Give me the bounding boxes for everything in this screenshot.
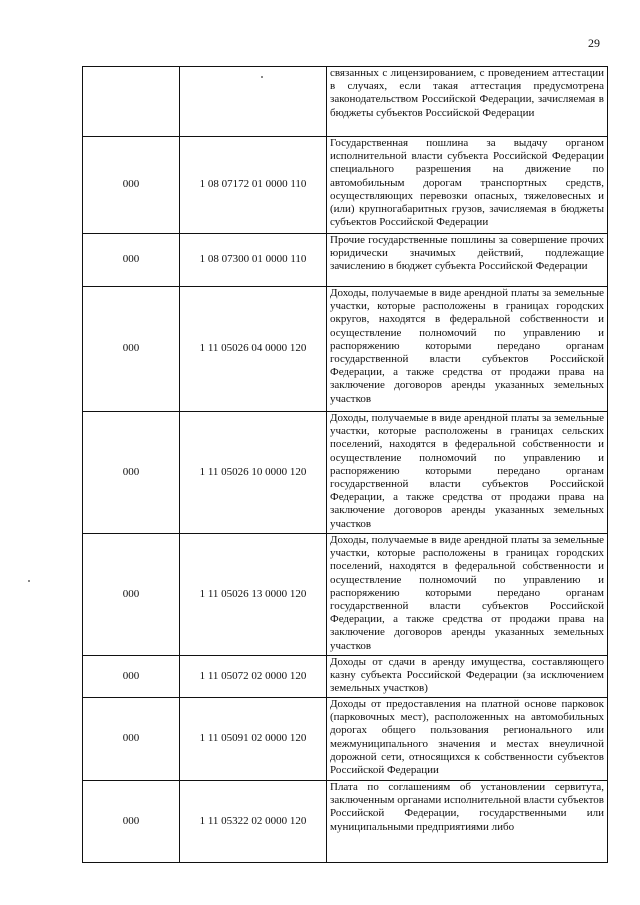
description-cell: Доходы, получаемые в виде арендной платы за земельные участки, которые расположены в границах сельских поселений, находятся в федеральной собственности и осуществление полномочий по управлению и распоряжению которыми передано органам государственной власти субъектов Российской Федерации, а также средства от продажи права на заключение договоров аренды указанных земельных участков [327, 412, 608, 534]
admin-code-cell: 000 [83, 137, 180, 234]
table-row [83, 534, 608, 656]
admin-code-cell: 000 [83, 287, 180, 412]
description-cell: Доходы от предоставления на платной основе парковок (парковочных мест), расположенных на автомобильных дорогах общего пользования регионального или межмуниципального значения и местах внеуличной дорожной сети, относящихся к собственности субъектов Российской Федерации [327, 698, 608, 781]
table-row [83, 234, 608, 287]
table-row [83, 137, 608, 234]
admin-code-cell: 000 [83, 698, 180, 781]
page-number: 29 [588, 36, 600, 50]
admin-code-cell: 000 [83, 534, 180, 656]
description-cell: Государственная пошлина за выдачу органом исполнительной власти субъекта Российской Федерации специального разрешения на движение по автомобильным дорогам транспортных средств, осуществляющих перевозки опасных, тяжеловесных и (или) крупногабаритных грузов, зачисляемая в бюджеты субъектов Российской Федерации [327, 137, 608, 234]
budget-code-cell: 1 11 05026 04 0000 120 [180, 287, 327, 412]
admin-code-cell: 000 [83, 234, 180, 287]
budget-code-cell: 1 08 07300 01 0000 110 [180, 234, 327, 287]
table-row [83, 781, 608, 863]
table-row [83, 698, 608, 781]
admin-code-cell: 000 [83, 781, 180, 863]
table-row [83, 67, 608, 137]
scan-speck [28, 580, 30, 582]
description-cell: Доходы от сдачи в аренду имущества, составляющего казну субъекта Российской Федерации (за исключением земельных участков) [327, 656, 608, 698]
budget-code-cell: 1 11 05026 10 0000 120 [180, 412, 327, 534]
budget-code-cell: 1 11 05026 13 0000 120 [180, 534, 327, 656]
budget-code-cell: 1 11 05091 02 0000 120 [180, 698, 327, 781]
admin-code-cell: 000 [83, 412, 180, 534]
description-cell: связанных с лицензированием, с проведением аттестации в случаях, если такая аттестация предусмотрена законодательством Российской Федерации, зачисляемая в бюджеты субъектов Российской Федерации [327, 67, 608, 137]
admin-code-cell [83, 67, 180, 137]
description-cell: Прочие государственные пошлины за совершение прочих юридически значимых действий, подлежащие зачислению в бюджет субъекта Российской Федерации [327, 234, 608, 287]
budget-code-cell [180, 67, 327, 137]
revenue-codes-table [82, 66, 608, 863]
table-row [83, 287, 608, 412]
table-row [83, 412, 608, 534]
budget-code-cell: 1 11 05072 02 0000 120 [180, 656, 327, 698]
table-row [83, 656, 608, 698]
admin-code-cell: 000 [83, 656, 180, 698]
budget-code-cell: 1 08 07172 01 0000 110 [180, 137, 327, 234]
budget-code-cell: 1 11 05322 02 0000 120 [180, 781, 327, 863]
description-cell: Доходы, получаемые в виде арендной платы за земельные участки, которые расположены в границах городских округов, находятся в федеральной собственности и осуществление полномочий по управлению и распоряжению которыми передано органам государственной власти субъектов Российской Федерации, а также средства от продажи права на заключение договоров аренды указанных земельных участков [327, 287, 608, 412]
description-cell: Плата по соглашениям об установлении сервитута, заключенным органами исполнительной власти субъектов Российской Федерации, государственными или муниципальными предприятиями либо [327, 781, 608, 863]
description-cell: Доходы, получаемые в виде арендной платы за земельные участки, которые расположены в границах городских поселений, находятся в федеральной собственности и осуществление полномочий по управлению и распоряжению которыми передано органам государственной власти субъектов Российской Федерации, а также средства от продажи права на заключение договоров аренды указанных земельных участков [327, 534, 608, 656]
